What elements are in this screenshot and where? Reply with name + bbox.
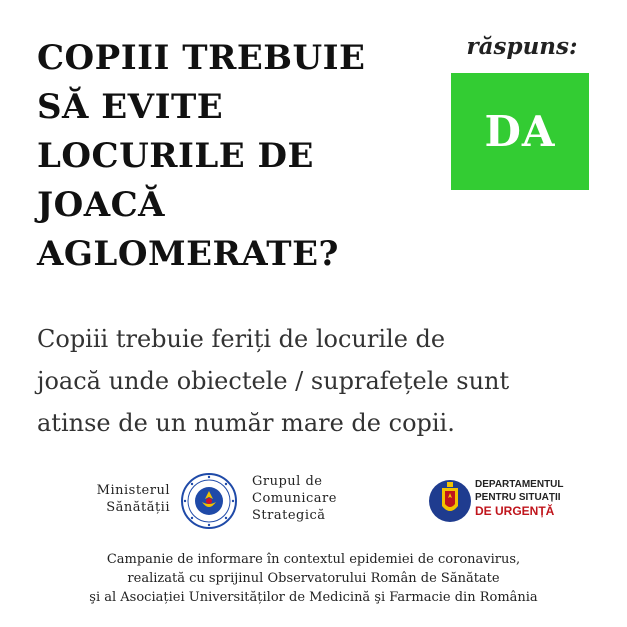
government-seal-icon — [180, 472, 238, 530]
gcs-logo-text — [252, 473, 382, 524]
explanation-line: joacă unde obiectele / suprafețele sunt — [37, 367, 510, 395]
dsu-line: PENTRU SITUAȚII — [475, 492, 561, 503]
dsu-line: DEPARTAMENTUL — [475, 479, 564, 490]
question-line: SĂ EVITE — [37, 87, 224, 127]
dsu-coat-of-arms-icon — [428, 476, 472, 526]
dsu-line: DE URGENȚĂ — [475, 504, 555, 518]
gcs-line: Grupul de — [252, 474, 323, 489]
explanation-text — [37, 318, 607, 444]
footer-line: realizată cu sprijinul Observatorului Român de Sănătate — [127, 571, 500, 586]
question-line: LOCURILE DE — [37, 136, 314, 176]
question-line: COPIII TREBUIE — [37, 38, 366, 78]
answer-label: răspuns: — [466, 33, 578, 60]
gcs-line: Strategică — [252, 508, 326, 523]
campaign-footer — [0, 550, 627, 607]
explanation-line: Copiii trebuie feriți de locurile de — [37, 325, 446, 353]
footer-line: Campanie de informare în contextul epidemiei de coronavirus, — [106, 552, 521, 567]
footer-line: şi al Asociației Universităților de Medicină şi Farmacie din România — [89, 590, 538, 605]
dsu-logo-text — [475, 478, 585, 518]
question-line: JOACĂ — [37, 185, 166, 225]
ministry-line: Ministerul — [96, 483, 170, 498]
answer-value: DA — [484, 107, 556, 156]
answer-box — [451, 73, 589, 190]
ministry-line: Sănătății — [106, 500, 170, 515]
explanation-line: atinse de un număr mare de copii. — [37, 409, 455, 437]
question-line: AGLOMERATE? — [37, 234, 339, 274]
ministry-of-health-logo — [72, 482, 170, 516]
partner-logos — [0, 468, 627, 538]
question-heading — [37, 34, 437, 279]
gcs-line: Comunicare — [252, 491, 337, 506]
